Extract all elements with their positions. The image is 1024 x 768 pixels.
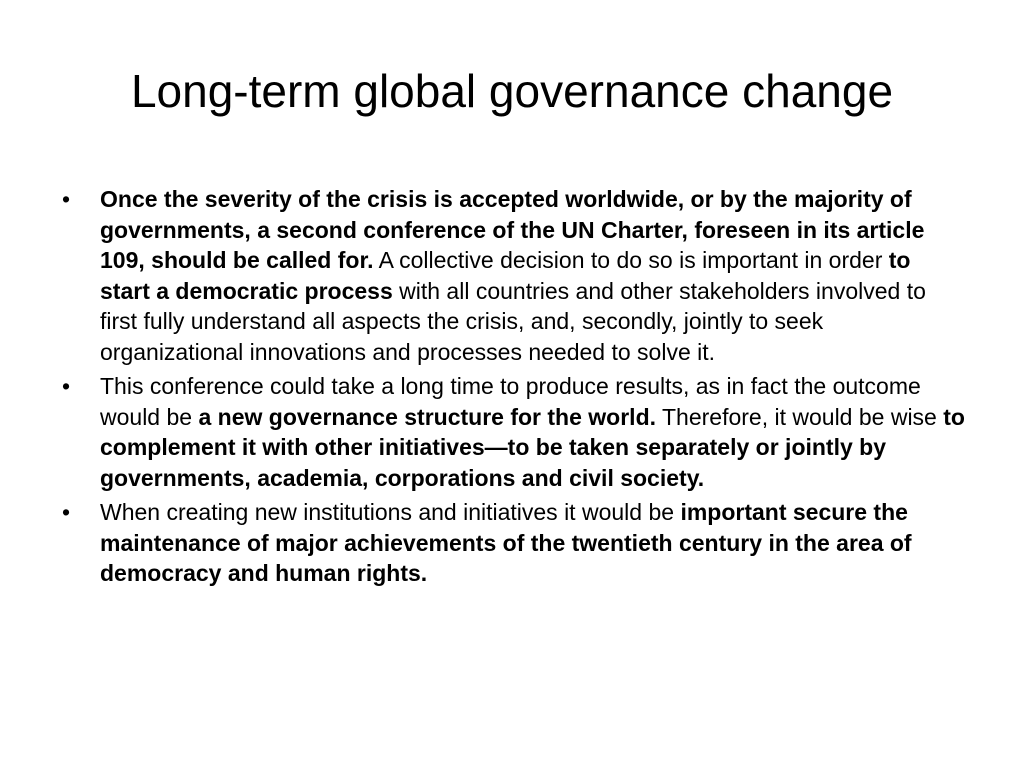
bullet-segment: Therefore, it would be wise: [656, 403, 944, 430]
bullet-item-1: [60, 184, 965, 367]
bullet-text-2: [100, 373, 965, 491]
bullet-text-1: [100, 186, 926, 365]
bullet-item-2: [60, 371, 965, 493]
slide-title: Long-term global governance change: [130, 65, 894, 117]
bullet-segment: A collective decision to do so is important in order: [373, 247, 889, 273]
bullet-icon: •: [62, 499, 71, 525]
bullet-icon: •: [62, 373, 71, 399]
bullet-icon: •: [62, 186, 71, 212]
bullet-text-3: [100, 499, 912, 586]
bullet-segment: to start a democratic process: [100, 247, 911, 304]
bullet-segment: a new governance structure for the world.: [198, 403, 657, 430]
bullet-segment: to complement it with other initiatives—to be taken separately or jointly by governments, academia, corporations and civil society.: [100, 403, 965, 491]
bullet-segment: When creating new institutions and initiatives it would be: [100, 499, 681, 525]
bullet-segment: important secure the maintenance of major achievements of the twentieth century in the area of democracy and human rights.: [100, 499, 912, 586]
bullet-item-3: [60, 497, 965, 589]
bullet-segment: This conference could take a long time to produce results, as in fact the outcome would be: [100, 373, 921, 430]
bullet-segment: with all countries and other stakeholders involved to first fully understand all aspects the crisis, and, secondly, jointly to seek organizational innovations and processes needed to solve it.: [100, 277, 926, 365]
bullet-segment: Once the severity of the crisis is accepted worldwide, or by the majority of governments, a second conference of the UN Charter, foreseen in its article 109, should be called for.: [100, 186, 925, 273]
bullet-list: [60, 184, 965, 593]
